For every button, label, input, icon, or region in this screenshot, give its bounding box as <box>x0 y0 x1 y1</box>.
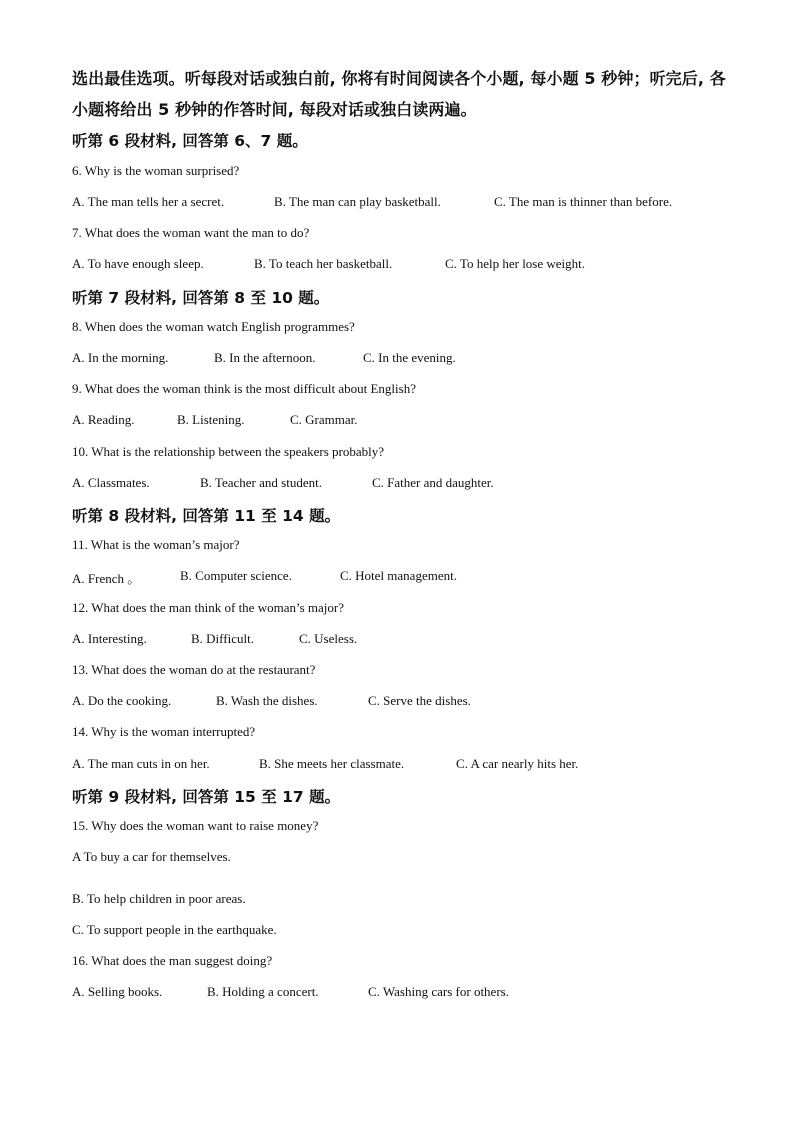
question-13-option-c: C. Serve the dishes. <box>368 693 471 708</box>
question-13-option-a: A. Do the cooking. <box>72 693 172 708</box>
section-heading-7: 听第 7 段材料, 回答第 8 至 10 题。 <box>72 289 330 307</box>
question-10-option-b: B. Teacher and student. <box>200 475 322 490</box>
question-8-option-a: A. In the morning. <box>72 350 169 365</box>
question-6-option-b: B. The man can play basketball. <box>274 194 441 209</box>
section-heading-8: 听第 8 段材料, 回答第 11 至 14 题。 <box>72 507 341 525</box>
question-7-option-b: B. To teach her basketball. <box>254 256 393 271</box>
question-12-stem: 12. What does the man think of the woman’s major? <box>72 600 344 615</box>
question-8-option-b: B. In the afternoon. <box>214 350 316 365</box>
instructions-line-1: 选出最佳选项。听每段对话或独白前, 你将有时间阅读各个小题, 每小题 5 秒钟；听完后, 各 <box>72 69 726 88</box>
question-15-option-b: B. To help children in poor areas. <box>72 891 246 906</box>
question-14-option-a: A. The man cuts in on her. <box>72 756 210 771</box>
section-heading-6: 听第 6 段材料, 回答第 6、7 题。 <box>72 132 308 150</box>
question-10-option-a: A. Classmates. <box>72 475 150 490</box>
question-15-stem: 15. Why does the woman want to raise money? <box>72 818 319 833</box>
question-14-option-b: B. She meets her classmate. <box>259 756 405 771</box>
question-12-option-b: B. Difficult. <box>191 631 254 646</box>
question-14-option-c: C. A car nearly hits her. <box>456 756 579 771</box>
question-8-option-c: C. In the evening. <box>363 350 456 365</box>
question-12-option-a: A. Interesting. <box>72 631 147 646</box>
question-7-option-a: A. To have enough sleep. <box>72 256 204 271</box>
question-15-option-a: A To buy a car for themselves. <box>72 849 231 864</box>
question-15-option-c: C. To support people in the earthquake. <box>72 922 277 937</box>
question-11-option-b: B. Computer science. <box>180 568 292 583</box>
question-6-stem: 6. Why is the woman surprised? <box>72 163 240 178</box>
question-16-option-b: B. Holding a concert. <box>207 984 319 999</box>
instructions-line-2: 小题将给出 5 秒钟的作答时间, 每段对话或独白读两遍。 <box>72 100 477 119</box>
question-11-option-c: C. Hotel management. <box>340 568 457 583</box>
question-6-option-a: A. The man tells her a secret. <box>72 194 225 209</box>
question-9-option-c: C. Grammar. <box>290 412 358 427</box>
question-16-option-a: A. Selling books. <box>72 984 163 999</box>
question-11-stem: 11. What is the woman’s major? <box>72 537 240 552</box>
question-13-stem: 13. What does the woman do at the restaurant? <box>72 662 316 677</box>
question-7-stem: 7. What does the woman want the man to do? <box>72 225 310 240</box>
question-8-stem: 8. When does the woman watch English programmes? <box>72 319 355 334</box>
question-16-stem: 16. What does the man suggest doing? <box>72 953 273 968</box>
question-13-option-b: B. Wash the dishes. <box>216 693 318 708</box>
question-9-stem: 9. What does the woman think is the most difficult about English? <box>72 381 416 396</box>
question-9-option-b: B. Listening. <box>177 412 245 427</box>
question-6-option-c: C. The man is thinner than before. <box>494 194 673 209</box>
question-14-stem: 14. Why is the woman interrupted? <box>72 724 256 739</box>
question-10-option-c: C. Father and daughter. <box>372 475 494 490</box>
question-12-option-c: C. Useless. <box>299 631 358 646</box>
question-9-option-a: A. Reading. <box>72 412 135 427</box>
question-11-option-a: A. French 。 <box>72 571 141 586</box>
question-16-option-c: C. Washing cars for others. <box>368 984 509 999</box>
section-heading-9: 听第 9 段材料, 回答第 15 至 17 题。 <box>72 788 341 806</box>
question-7-option-c: C. To help her lose weight. <box>445 256 586 271</box>
question-10-stem: 10. What is the relationship between the speakers probably? <box>72 444 385 459</box>
